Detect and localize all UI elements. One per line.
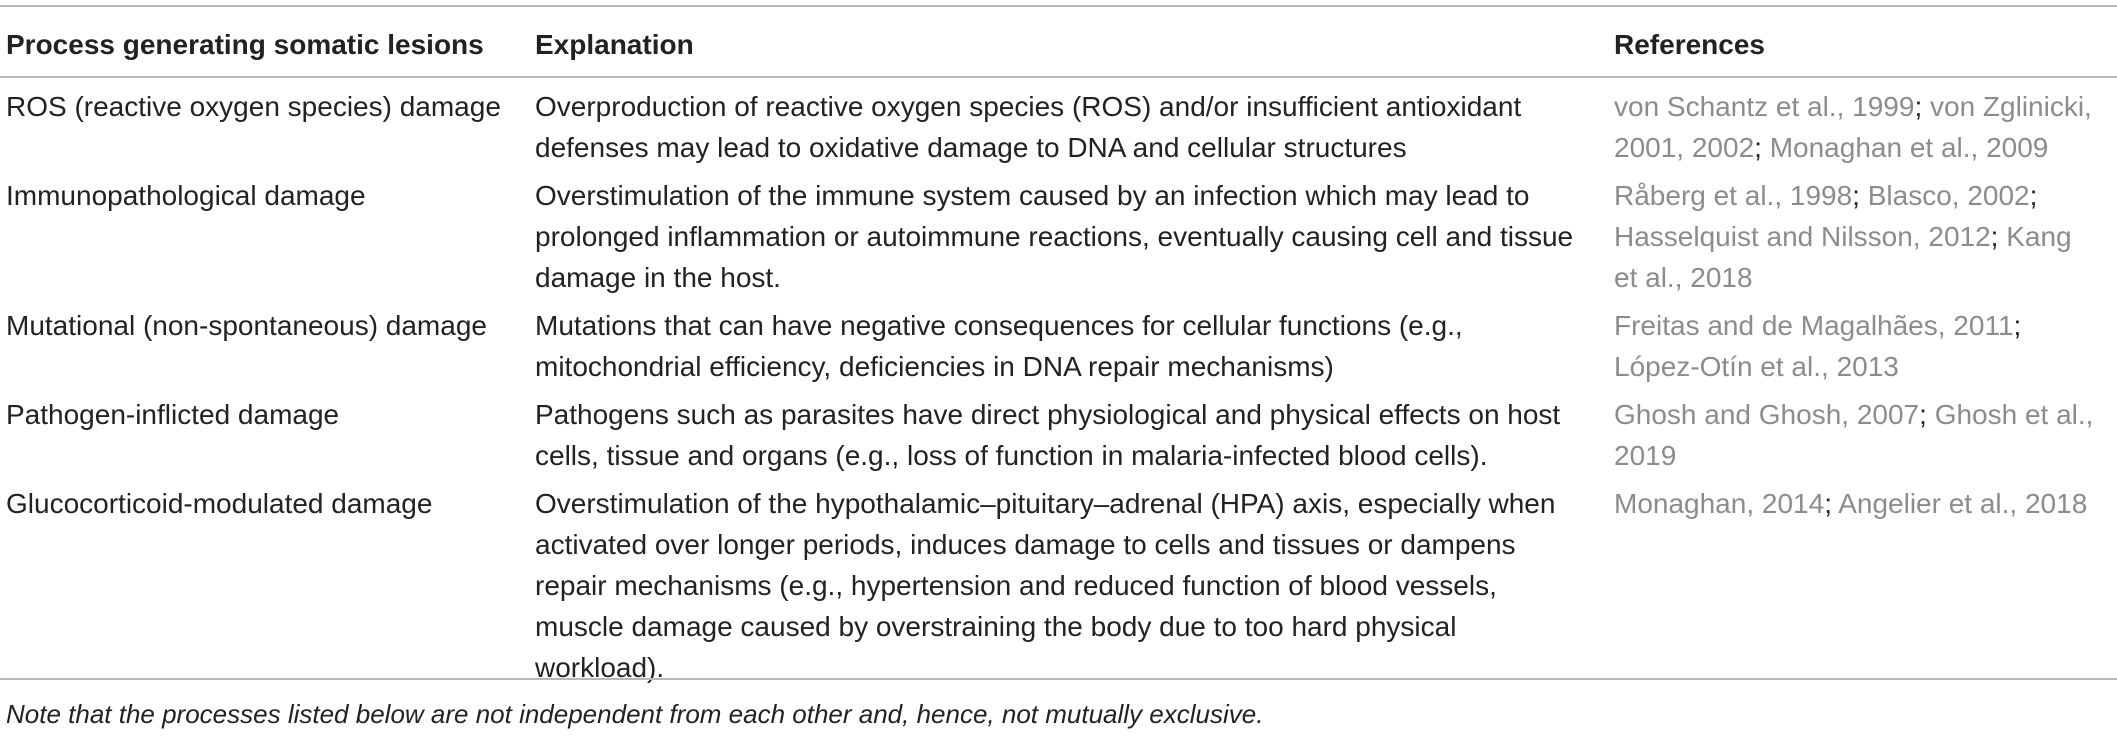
references-cell — [1614, 305, 2114, 387]
explanation-line: Overproduction of reactive oxygen species (ROS) and/or insufficient antioxidant — [535, 91, 1522, 122]
explanation-cell — [535, 305, 1585, 387]
reference-line — [1614, 257, 2114, 298]
process-cell: ROS (reactive oxygen species) damage — [6, 91, 501, 122]
process-cell: Immunopathological damage — [6, 180, 366, 211]
explanation-line: prolonged inflammation or autoimmune reactions, eventually causing cell and tissue — [535, 221, 1574, 252]
explanation-line: damage in the host. — [535, 262, 781, 293]
reference-separator: ; — [2029, 180, 2038, 211]
reference-separator: ; — [2013, 310, 2022, 341]
process-cell: Pathogen-inflicted damage — [6, 399, 340, 430]
reference-separator: ; — [1824, 488, 1839, 519]
reference-link[interactable]: von Zglinicki, — [1930, 91, 2092, 122]
reference-separator: ; — [1754, 132, 1770, 163]
explanation-cell — [535, 175, 1585, 298]
reference-link[interactable]: Hasselquist and Nilsson, 2012 — [1614, 221, 1991, 252]
explanation-cell — [535, 86, 1585, 168]
process-cell: Glucocorticoid-modulated damage — [6, 488, 433, 519]
table-row — [0, 86, 2117, 175]
reference-link[interactable]: Blasco, 2002 — [1867, 180, 2030, 211]
reference-separator: ; — [1919, 399, 1935, 430]
reference-line — [1614, 175, 2114, 216]
explanation-line: Overstimulation of the immune system caused by an infection which may lead to — [535, 180, 1530, 211]
references-cell — [1614, 86, 2114, 168]
explanation-line: workload). — [535, 652, 665, 683]
reference-link[interactable]: Monaghan et al., 2009 — [1769, 132, 2049, 163]
reference-line — [1614, 483, 2114, 524]
reference-link[interactable]: Ghosh et al., — [1934, 399, 2094, 430]
explanation-line: Overstimulation of the hypothalamic–pituitary–adrenal (HPA) axis, especially when — [535, 488, 1556, 519]
table-row — [0, 175, 2117, 305]
reference-line — [1614, 86, 2114, 127]
header-references: References — [1614, 29, 1765, 60]
header-explanation: Explanation — [535, 29, 694, 60]
reference-line — [1614, 435, 2114, 476]
reference-link[interactable]: Ghosh and Ghosh, 2007 — [1614, 399, 1920, 430]
explanation-line: cells, tissue and organs (e.g., loss of function in malaria-infected blood cells). — [535, 440, 1488, 471]
reference-line — [1614, 346, 2114, 387]
explanation-line: Mutations that can have negative consequences for cellular functions (e.g., — [535, 310, 1463, 341]
reference-link[interactable]: 2001, 2002 — [1614, 132, 1755, 163]
process-cell: Mutational (non-spontaneous) damage — [6, 310, 487, 341]
reference-line — [1614, 127, 2114, 168]
reference-link[interactable]: 2019 — [1614, 440, 1677, 471]
reference-line — [1614, 216, 2114, 257]
reference-separator: ; — [1852, 180, 1868, 211]
reference-link[interactable]: von Schantz et al., 1999 — [1614, 91, 1915, 122]
reference-separator: ; — [1914, 91, 1930, 122]
table-row — [0, 305, 2117, 394]
table-row — [0, 483, 2117, 695]
reference-line — [1614, 394, 2114, 435]
reference-line — [1614, 305, 2114, 346]
reference-link[interactable]: Angelier et al., 2018 — [1838, 488, 2088, 519]
reference-separator: ; — [1990, 221, 2007, 252]
reference-link[interactable]: Råberg et al., 1998 — [1614, 180, 1853, 211]
explanation-line: muscle damage caused by overstraining the body due to too hard physical — [535, 611, 1457, 642]
explanation-line: mitochondrial efficiency, deficiencies in DNA repair mechanisms) — [535, 351, 1334, 382]
explanation-line: repair mechanisms (e.g., hypertension and reduced function of blood vessels, — [535, 570, 1497, 601]
explanation-line: defenses may lead to oxidative damage to DNA and cellular structures — [535, 132, 1407, 163]
reference-link[interactable]: Kang — [2006, 221, 2072, 252]
header-process: Process generating somatic lesions — [6, 29, 484, 60]
explanation-cell — [535, 483, 1585, 688]
table-bottom-rule — [0, 678, 2117, 680]
table-body — [0, 86, 2117, 695]
reference-link[interactable]: Freitas and de Magalhães, 2011 — [1614, 310, 2014, 341]
table-row — [0, 394, 2117, 483]
table-header-row — [0, 5, 2117, 77]
references-cell — [1614, 394, 2114, 476]
table-header-rule — [0, 76, 2117, 78]
reference-link[interactable]: et al., 2018 — [1614, 262, 1753, 293]
reference-link[interactable]: Monaghan, 2014 — [1614, 488, 1825, 519]
references-cell — [1614, 175, 2114, 298]
references-cell — [1614, 483, 2114, 524]
table-note: Note that the processes listed below are not independent from each other and, hence, not mutually exclusive. — [6, 699, 1264, 729]
explanation-line: Pathogens such as parasites have direct physiological and physical effects on host — [535, 399, 1561, 430]
reference-link[interactable]: López-Otín et al., 2013 — [1614, 351, 1899, 382]
explanation-cell — [535, 394, 1585, 476]
explanation-line: activated over longer periods, induces damage to cells and tissues or dampens — [535, 529, 1516, 560]
